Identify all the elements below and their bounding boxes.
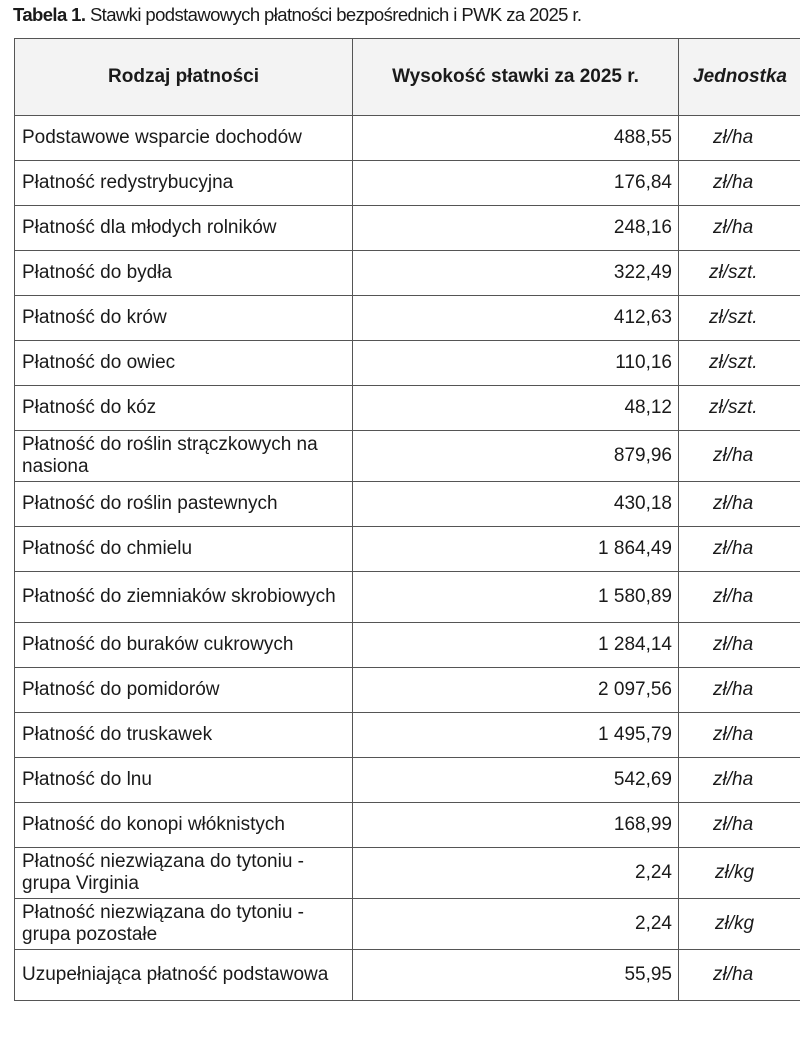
rate-value-cell: 168,99: [353, 803, 679, 848]
table-body: [15, 116, 800, 1001]
rate-value-cell: 412,63: [353, 296, 679, 341]
unit-cell: zł/ha: [679, 950, 800, 1001]
table-row: [15, 386, 800, 431]
unit-cell: zł/szt.: [679, 296, 800, 341]
payment-name-cell: Płatność do konopi włóknistych: [15, 803, 353, 848]
rate-value-cell: 1 864,49: [353, 527, 679, 572]
table-row: [15, 116, 800, 161]
payment-rates-table: [14, 38, 800, 1001]
rate-value-cell: 2,24: [353, 899, 679, 950]
table-row: [15, 803, 800, 848]
rate-value-cell: 488,55: [353, 116, 679, 161]
payment-name-cell: Płatność do roślin pastewnych: [15, 482, 353, 527]
rate-value-cell: 1 284,14: [353, 623, 679, 668]
payment-name-cell: Płatność do krów: [15, 296, 353, 341]
payment-name-cell: Płatność do kóz: [15, 386, 353, 431]
payment-name-cell: Płatność do buraków cukrowych: [15, 623, 353, 668]
table-row: [15, 527, 800, 572]
unit-cell: zł/szt.: [679, 251, 800, 296]
payment-name-cell: Podstawowe wsparcie dochodów: [15, 116, 353, 161]
rate-value-cell: 2,24: [353, 848, 679, 899]
payment-name-cell: Płatność redystrybucyjna: [15, 161, 353, 206]
unit-cell: zł/kg: [679, 899, 800, 950]
table-row: [15, 758, 800, 803]
table-row: [15, 899, 800, 950]
payment-name-cell: Płatność do lnu: [15, 758, 353, 803]
table-caption: [13, 4, 581, 26]
unit-cell: zł/ha: [679, 431, 800, 482]
unit-cell: zł/ha: [679, 623, 800, 668]
payment-name-cell: Uzupełniająca płatność podstawowa: [15, 950, 353, 1001]
table-caption-label: Tabela 1.: [13, 4, 86, 25]
unit-cell: zł/ha: [679, 668, 800, 713]
unit-cell: zł/ha: [679, 803, 800, 848]
rate-value-cell: 55,95: [353, 950, 679, 1001]
payment-name-cell: Płatność do roślin strączkowych na nasiona: [15, 431, 353, 482]
unit-cell: zł/ha: [679, 572, 800, 623]
table-caption-text: Stawki podstawowych płatności bezpośrednich i PWK za 2025 r.: [85, 4, 582, 25]
rate-value-cell: 1 580,89: [353, 572, 679, 623]
rate-value-cell: 2 097,56: [353, 668, 679, 713]
table-row: [15, 161, 800, 206]
rate-value-cell: 542,69: [353, 758, 679, 803]
rate-value-cell: 879,96: [353, 431, 679, 482]
table-row: [15, 623, 800, 668]
payment-name-cell: Płatność do chmielu: [15, 527, 353, 572]
table-row: [15, 848, 800, 899]
table-header-row: [15, 39, 800, 116]
table-row: [15, 251, 800, 296]
unit-cell: zł/ha: [679, 482, 800, 527]
rate-value-cell: 176,84: [353, 161, 679, 206]
rate-value-cell: 110,16: [353, 341, 679, 386]
payment-name-cell: Płatność niezwiązana do tytoniu - grupa Virginia: [15, 848, 353, 899]
header-unit: Jednostka: [679, 39, 800, 116]
header-rate: Wysokość stawki za 2025 r.: [353, 39, 679, 116]
payment-name-cell: Płatność do owiec: [15, 341, 353, 386]
payment-name-cell: Płatność do truskawek: [15, 713, 353, 758]
unit-cell: zł/szt.: [679, 386, 800, 431]
rate-value-cell: 48,12: [353, 386, 679, 431]
table-row: [15, 950, 800, 1001]
payment-name-cell: Płatność niezwiązana do tytoniu - grupa pozostałe: [15, 899, 353, 950]
unit-cell: zł/ha: [679, 758, 800, 803]
table-row: [15, 296, 800, 341]
table-row: [15, 431, 800, 482]
payment-name-cell: Płatność do bydła: [15, 251, 353, 296]
rate-value-cell: 248,16: [353, 206, 679, 251]
unit-cell: zł/kg: [679, 848, 800, 899]
rate-value-cell: 430,18: [353, 482, 679, 527]
unit-cell: zł/ha: [679, 527, 800, 572]
table-row: [15, 668, 800, 713]
unit-cell: zł/ha: [679, 206, 800, 251]
payment-name-cell: Płatność do ziemniaków skrobiowych: [15, 572, 353, 623]
table-row: [15, 341, 800, 386]
table-row: [15, 482, 800, 527]
rate-value-cell: 1 495,79: [353, 713, 679, 758]
table-row: [15, 572, 800, 623]
header-payment-type: Rodzaj płatności: [15, 39, 353, 116]
unit-cell: zł/ha: [679, 116, 800, 161]
unit-cell: zł/szt.: [679, 341, 800, 386]
unit-cell: zł/ha: [679, 713, 800, 758]
table-row: [15, 206, 800, 251]
payment-name-cell: Płatność do pomidorów: [15, 668, 353, 713]
payment-name-cell: Płatność dla młodych rolników: [15, 206, 353, 251]
table-row: [15, 713, 800, 758]
unit-cell: zł/ha: [679, 161, 800, 206]
rate-value-cell: 322,49: [353, 251, 679, 296]
